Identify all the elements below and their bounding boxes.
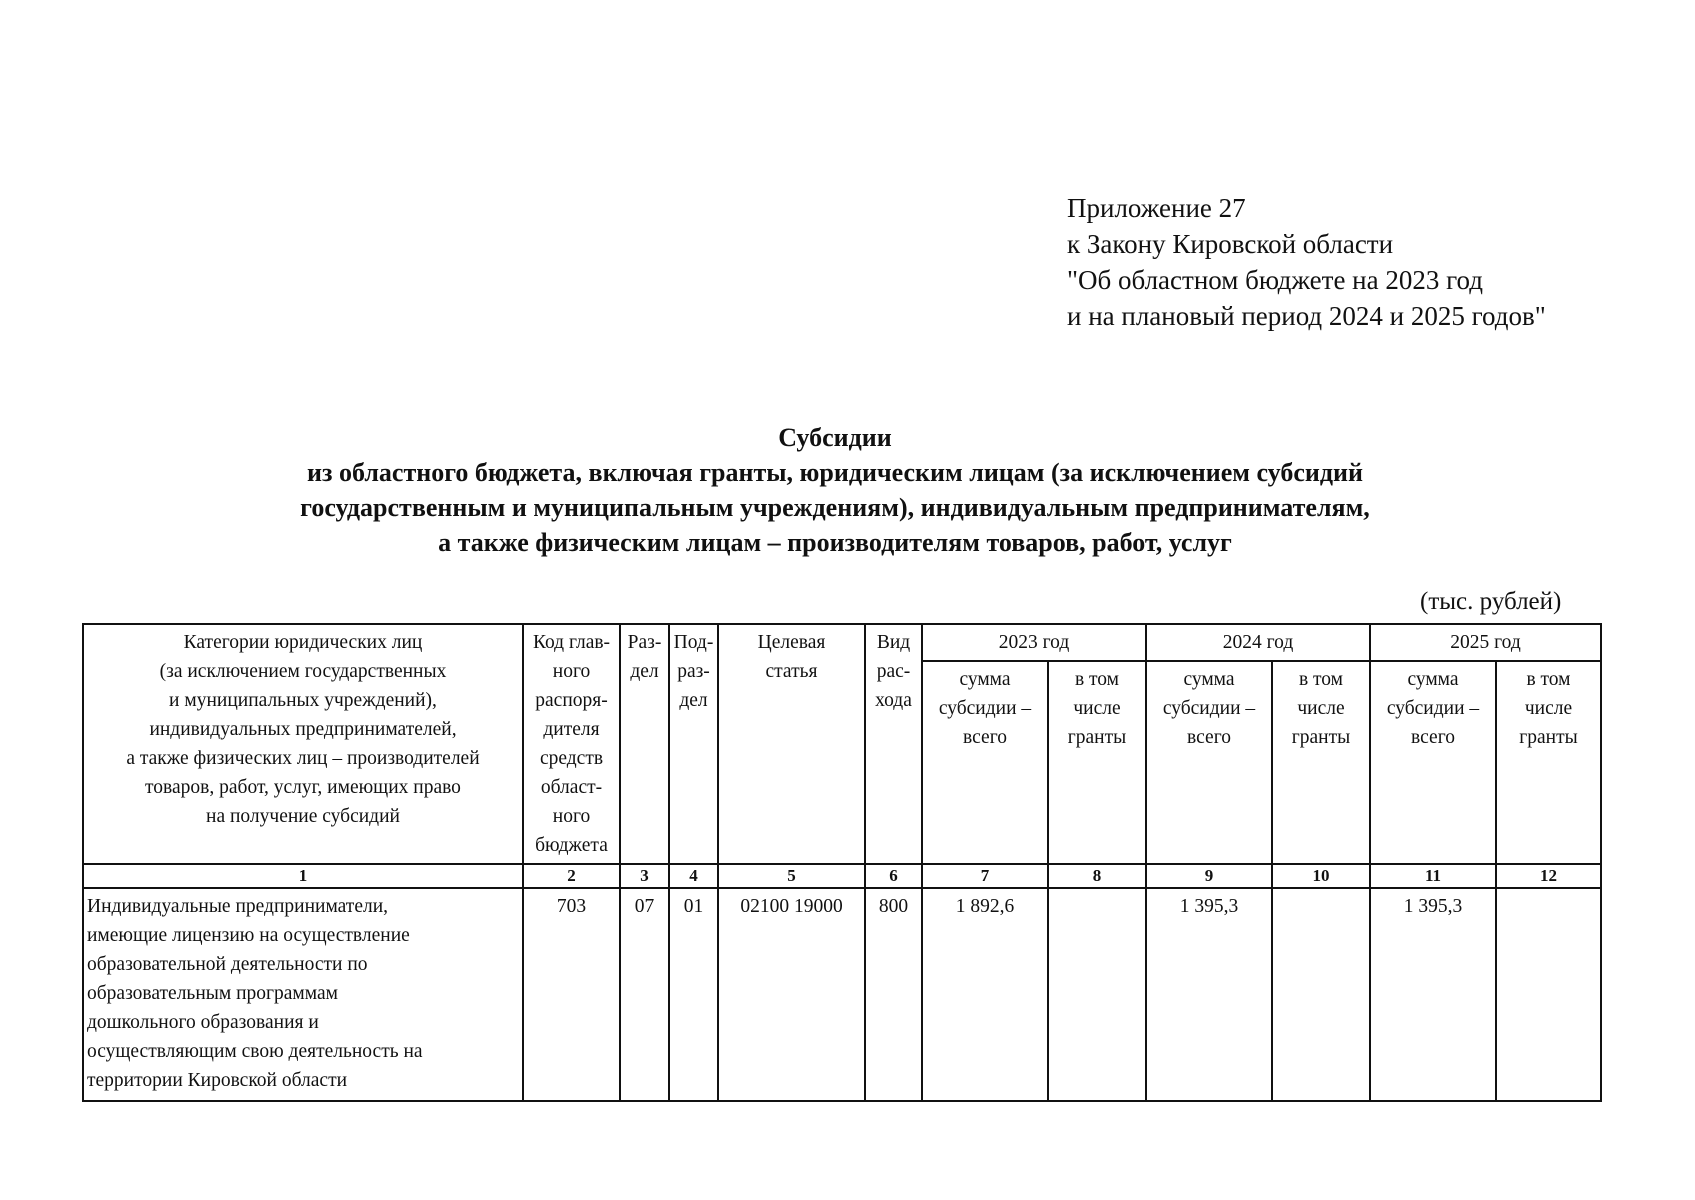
column-number: 8 — [1048, 864, 1146, 888]
cell-category: Индивидуальные предприниматели, имеющие лицензию на осуществление образовательной деятельности по образовательным программам дошкольного образования и осуществляющим свою деятельность на территории Кировской области — [83, 888, 523, 1101]
header-section: Раз- дел — [620, 624, 669, 864]
header-category: Категории юридических лиц (за исключением государственных и муниципальных учреждений), индивидуальных предпринимателей, а также физических лиц – производителей товаров, работ, услуг, имеющих право на получение субсидий — [83, 624, 523, 864]
header-year-2023: 2023 год — [922, 624, 1146, 661]
header-sum-2023: сумма субсидии – всего — [922, 661, 1048, 864]
header-target-article: Целевая статья — [718, 624, 865, 864]
appendix-reference — [1067, 190, 1546, 334]
column-number: 9 — [1146, 864, 1272, 888]
title-line: государственным и муниципальным учреждениям), индивидуальным предпринимателям, — [300, 493, 1370, 522]
column-number: 2 — [523, 864, 620, 888]
units-label: (тыс. рублей) — [1420, 588, 1562, 615]
column-number: 6 — [865, 864, 922, 888]
appendix-line: "Об областном бюджете на 2023 год — [1067, 265, 1483, 295]
header-grants-2024: в том числе гранты — [1272, 661, 1370, 864]
appendix-line: к Закону Кировской области — [1067, 229, 1394, 259]
cell-expense-type: 800 — [865, 888, 922, 1101]
cell-sum-2025: 1 395,3 — [1370, 888, 1496, 1101]
appendix-line: Приложение 27 — [1067, 193, 1246, 223]
document-title — [0, 420, 1670, 560]
cell-section: 07 — [620, 888, 669, 1101]
title-heading: Субсидии — [778, 423, 892, 452]
column-number: 10 — [1272, 864, 1370, 888]
header-grants-2025: в том числе гранты — [1496, 661, 1601, 864]
column-number: 3 — [620, 864, 669, 888]
header-year-2025: 2025 год — [1370, 624, 1601, 661]
cell-sum-2023: 1 892,6 — [922, 888, 1048, 1101]
header-sum-2024: сумма субсидии – всего — [1146, 661, 1272, 864]
cell-grants-2023 — [1048, 888, 1146, 1101]
header-sum-2025: сумма субсидии – всего — [1370, 661, 1496, 864]
header-subsection: Под- раз- дел — [669, 624, 718, 864]
header-grants-2023: в том числе гранты — [1048, 661, 1146, 864]
header-admin-code: Код глав- ного распоря- дителя средств област- ного бюджета — [523, 624, 620, 864]
column-number-row — [83, 864, 1601, 888]
column-number: 4 — [669, 864, 718, 888]
header-row — [83, 624, 1601, 661]
column-number: 12 — [1496, 864, 1601, 888]
cell-grants-2024 — [1272, 888, 1370, 1101]
cell-grants-2025 — [1496, 888, 1601, 1101]
table-row — [83, 888, 1601, 1101]
column-number: 7 — [922, 864, 1048, 888]
cell-subsection: 01 — [669, 888, 718, 1101]
cell-sum-2024: 1 395,3 — [1146, 888, 1272, 1101]
column-number: 5 — [718, 864, 865, 888]
column-number: 11 — [1370, 864, 1496, 888]
cell-target-article: 02100 19000 — [718, 888, 865, 1101]
subsidies-table — [82, 623, 1602, 1102]
title-line: из областного бюджета, включая гранты, юридическим лицам (за исключением субсидий — [307, 458, 1363, 487]
cell-admin-code: 703 — [523, 888, 620, 1101]
title-line: а также физическим лицам – производителям товаров, работ, услуг — [438, 528, 1232, 557]
column-number: 1 — [83, 864, 523, 888]
header-year-2024: 2024 год — [1146, 624, 1370, 661]
header-expense-type: Вид рас- хода — [865, 624, 922, 864]
appendix-line: и на плановый период 2024 и 2025 годов" — [1067, 301, 1546, 331]
